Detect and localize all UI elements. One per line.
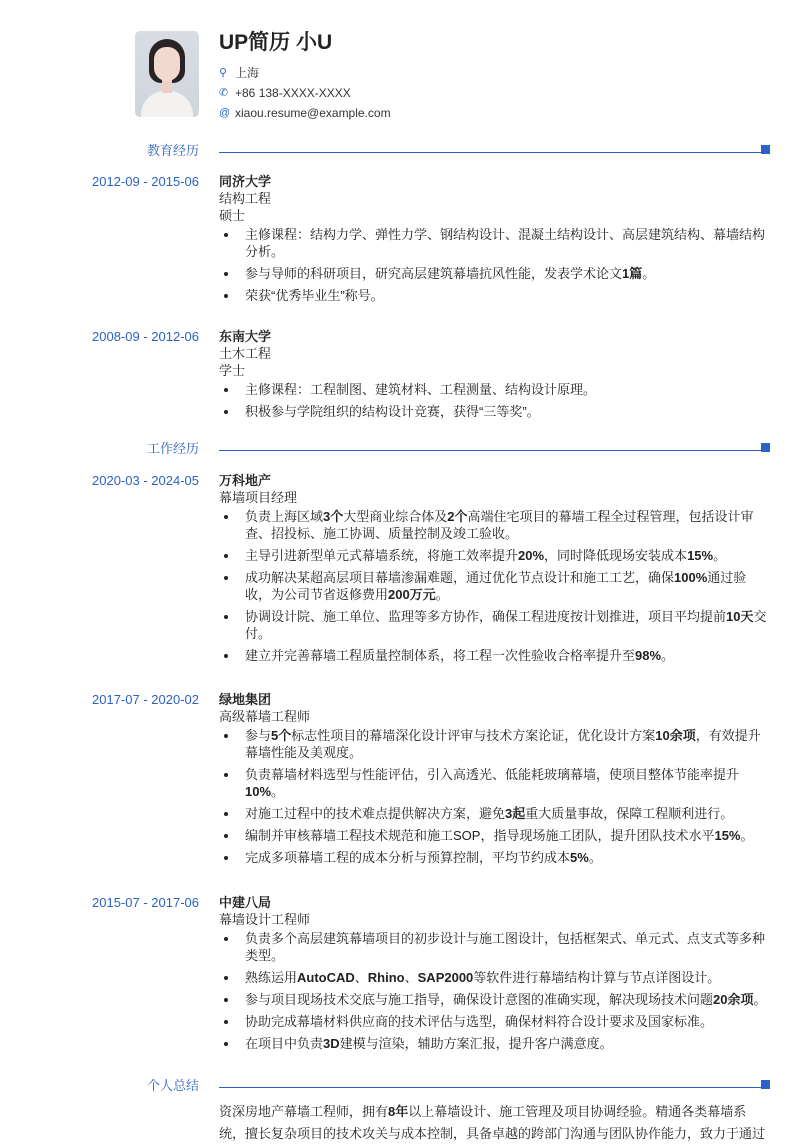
summary-text bbox=[219, 1101, 771, 1145]
highlight-text: 3个 bbox=[323, 509, 344, 524]
text-segment: 成功解决某超高层项目幕墙渗漏难题，通过优化节点设计和施工工艺，确保 bbox=[245, 570, 675, 585]
bullet-item bbox=[219, 969, 771, 986]
entry-date: 2020-03 - 2024-05 bbox=[92, 473, 199, 488]
text-segment: 高端住宅项目的幕墙工程全过程管理，包括设计审查、招投标、施工协调、质量控制及竣工验收。 bbox=[245, 509, 754, 541]
section-marker bbox=[761, 1080, 770, 1089]
bullet-item bbox=[219, 930, 771, 964]
location-pin-icon: ⚲ bbox=[219, 67, 228, 79]
contact-location: ⚲ 上海 bbox=[219, 63, 391, 83]
text-segment: 完成多项幕墙工程的成本分析与预算控制，平均节约成本 bbox=[245, 850, 571, 865]
resume-header bbox=[135, 31, 391, 123]
entry-date: 2017-07 - 2020-02 bbox=[92, 692, 199, 707]
highlight-text: 5% bbox=[570, 850, 589, 865]
section-title: 教育经历 bbox=[146, 143, 199, 158]
highlight-text: 15% bbox=[714, 828, 741, 843]
bullet-list bbox=[219, 508, 771, 664]
degree: 硕士 bbox=[219, 208, 246, 223]
highlight-text: 20% bbox=[518, 548, 545, 563]
bullet-list bbox=[219, 226, 771, 304]
text-segment: 。 bbox=[661, 648, 675, 663]
contact-email: @ xiaou.resume@example.com bbox=[219, 103, 391, 123]
candidate-name: UP简历 小U bbox=[219, 31, 333, 54]
text-segment: 荣获“优秀毕业生”称号。 bbox=[245, 288, 384, 303]
text-segment: 。 bbox=[642, 266, 656, 281]
organization-name: 绿地集团 bbox=[219, 692, 272, 707]
phone-icon: ✆ bbox=[219, 87, 229, 99]
text-segment: 负责上海区域 bbox=[245, 509, 324, 524]
text-segment: 建模与渲染，辅助方案汇报，提升客户满意度。 bbox=[339, 1036, 613, 1051]
text-segment: 标志性项目的幕墙深化设计评审与技术方案论证，优化设计方案 bbox=[291, 728, 656, 743]
text-segment: 。 bbox=[435, 587, 449, 602]
text-segment: ，同时降低现场安装成本 bbox=[544, 548, 688, 563]
divider bbox=[219, 450, 763, 451]
text-segment: 参与导师的科研项目，研究高层建筑幕墙抗风性能，发表学术论文 bbox=[245, 266, 623, 281]
bullet-item bbox=[219, 991, 771, 1008]
entry-date: 2015-07 - 2017-06 bbox=[92, 895, 199, 910]
bullet-item bbox=[219, 1035, 771, 1052]
text-segment: 对施工过程中的技术难点提供解决方案，避免 bbox=[245, 806, 506, 821]
highlight-text: Rhino bbox=[367, 970, 405, 985]
text-segment: 熟练运用 bbox=[245, 970, 298, 985]
highlight-text: 1篇 bbox=[622, 266, 643, 281]
text-segment: 。 bbox=[271, 784, 285, 799]
bullet-item bbox=[219, 226, 771, 260]
text-segment: 主修课程：工程制图、建筑材料、工程测量、结构设计原理。 bbox=[245, 382, 597, 397]
entry-date: 2012-09 - 2015-06 bbox=[92, 174, 199, 189]
bullet-item bbox=[219, 805, 771, 822]
bullet-list bbox=[219, 727, 771, 866]
at-icon: @ bbox=[219, 107, 231, 119]
bullet-item bbox=[219, 265, 771, 282]
text-segment: 等软件进行幕墙结构计算与节点详图设计。 bbox=[473, 970, 721, 985]
text-segment: 负责幕墙材料选型与性能评估，引入高透光、低能耗玻璃幕墙，使项目整体节能率提升 bbox=[245, 767, 740, 782]
text-segment: 。 bbox=[753, 992, 767, 1007]
organization-name: 中建八局 bbox=[219, 895, 272, 910]
job-title: 幕墙项目经理 bbox=[219, 490, 298, 505]
text-segment: 以上幕墙设计、施工管理及项目协调经验。精通各类幕墙系统，擅长复杂项目的技术攻关与成本控制，具备卓越的跨部门沟通与团队协作能力，致力于通过 bbox=[219, 1104, 766, 1141]
text-segment: 大型商业综合体及 bbox=[343, 509, 448, 524]
highlight-text: 100% bbox=[674, 570, 708, 585]
text-segment: 在项目中负责 bbox=[245, 1036, 324, 1051]
job-title: 高级幕墙工程师 bbox=[219, 709, 311, 724]
bullet-item bbox=[219, 287, 771, 304]
text-segment: ，有效提升幕墙性能及美观度。 bbox=[245, 728, 761, 760]
highlight-text: 10天 bbox=[726, 609, 754, 624]
entry-date: 2008-09 - 2012-06 bbox=[92, 329, 199, 344]
bullet-item bbox=[219, 569, 771, 603]
text-segment: 参与 bbox=[245, 728, 272, 743]
highlight-text: SAP2000 bbox=[417, 970, 474, 985]
text-segment: 负责多个高层建筑幕墙项目的初步设计与施工图设计，包括框架式、单元式、点支式等多种类型。 bbox=[245, 931, 766, 963]
section-title: 工作经历 bbox=[146, 441, 199, 456]
text-segment: 资深房地产幕墙工程师，拥有 bbox=[219, 1104, 389, 1119]
bullet-item bbox=[219, 381, 771, 398]
bullet-item bbox=[219, 608, 771, 642]
section-title: 个人总结 bbox=[146, 1078, 199, 1093]
text-segment: 编制并审核幕墙工程技术规范和施工SOP，指导现场施工团队，提升团队技术水平 bbox=[245, 828, 715, 843]
highlight-text: 3起 bbox=[505, 806, 526, 821]
contact-phone: ✆ +86 138-XXXX-XXXX bbox=[219, 83, 391, 103]
highlight-text: 5个 bbox=[271, 728, 292, 743]
highlight-text: 200万元 bbox=[388, 587, 436, 602]
text-segment: 、 bbox=[354, 970, 368, 985]
text-segment: 协助完成幕墙材料供应商的技术评估与选型，确保材料符合设计要求及国家标准。 bbox=[245, 1014, 714, 1029]
degree: 学士 bbox=[219, 363, 246, 378]
text-segment: 。 bbox=[588, 850, 602, 865]
text-segment: 协调设计院、施工单位、监理等多方协作，确保工程进度按计划推进，项目平均提前 bbox=[245, 609, 727, 624]
text-segment: 、 bbox=[404, 970, 418, 985]
profile-photo bbox=[135, 31, 199, 117]
highlight-text: 8年 bbox=[388, 1104, 409, 1119]
text-segment: 通过验收，为公司节省返修费用 bbox=[245, 570, 747, 602]
highlight-text: 2个 bbox=[447, 509, 468, 524]
bullet-item bbox=[219, 403, 771, 420]
section-summary bbox=[0, 1078, 799, 1094]
text-segment: 建立并完善幕墙工程质量控制体系，将工程一次性验收合格率提升至 bbox=[245, 648, 636, 663]
bullet-list bbox=[219, 381, 771, 420]
highlight-text: 15% bbox=[687, 548, 714, 563]
highlight-text: 10% bbox=[245, 784, 272, 799]
major: 结构工程 bbox=[219, 191, 272, 206]
bullet-item bbox=[219, 547, 771, 564]
text-segment: 积极参与学院组织的结构设计竞赛，获得“三等奖”。 bbox=[245, 404, 540, 419]
text-segment: 。 bbox=[713, 548, 727, 563]
text-segment: 。 bbox=[740, 828, 754, 843]
bullet-item bbox=[219, 849, 771, 866]
section-work bbox=[0, 441, 799, 457]
bullet-item bbox=[219, 1013, 771, 1030]
bullet-item bbox=[219, 727, 771, 761]
text-segment: 主修课程：结构力学、弹性力学、钢结构设计、混凝土结构设计、高层建筑结构、幕墙结构分析。 bbox=[245, 227, 766, 259]
highlight-text: 3D bbox=[323, 1036, 340, 1051]
highlight-text: 98% bbox=[635, 648, 662, 663]
bullet-item bbox=[219, 827, 771, 844]
organization-name: 同济大学 bbox=[219, 174, 272, 189]
divider bbox=[219, 1087, 763, 1088]
text-segment: 主导引进新型单元式幕墙系统，将施工效率提升 bbox=[245, 548, 519, 563]
highlight-text: AutoCAD bbox=[297, 970, 355, 985]
divider bbox=[219, 152, 763, 153]
section-marker bbox=[761, 443, 770, 452]
bullet-item bbox=[219, 766, 771, 800]
organization-name: 万科地产 bbox=[219, 473, 272, 488]
text-segment: 交付。 bbox=[245, 609, 767, 641]
text-segment: 重大质量事故，保障工程顺利进行。 bbox=[525, 806, 734, 821]
section-marker bbox=[761, 145, 770, 154]
bullet-item bbox=[219, 508, 771, 542]
bullet-list bbox=[219, 930, 771, 1052]
job-title: 幕墙设计工程师 bbox=[219, 912, 311, 927]
highlight-text: 10余项 bbox=[655, 728, 696, 743]
organization-name: 东南大学 bbox=[219, 329, 272, 344]
major: 土木工程 bbox=[219, 346, 272, 361]
highlight-text: 20余项 bbox=[713, 992, 754, 1007]
bullet-item bbox=[219, 647, 771, 664]
section-education bbox=[0, 143, 799, 159]
text-segment: 参与项目现场技术交底与施工指导，确保设计意图的准确实现，解决现场技术问题 bbox=[245, 992, 714, 1007]
